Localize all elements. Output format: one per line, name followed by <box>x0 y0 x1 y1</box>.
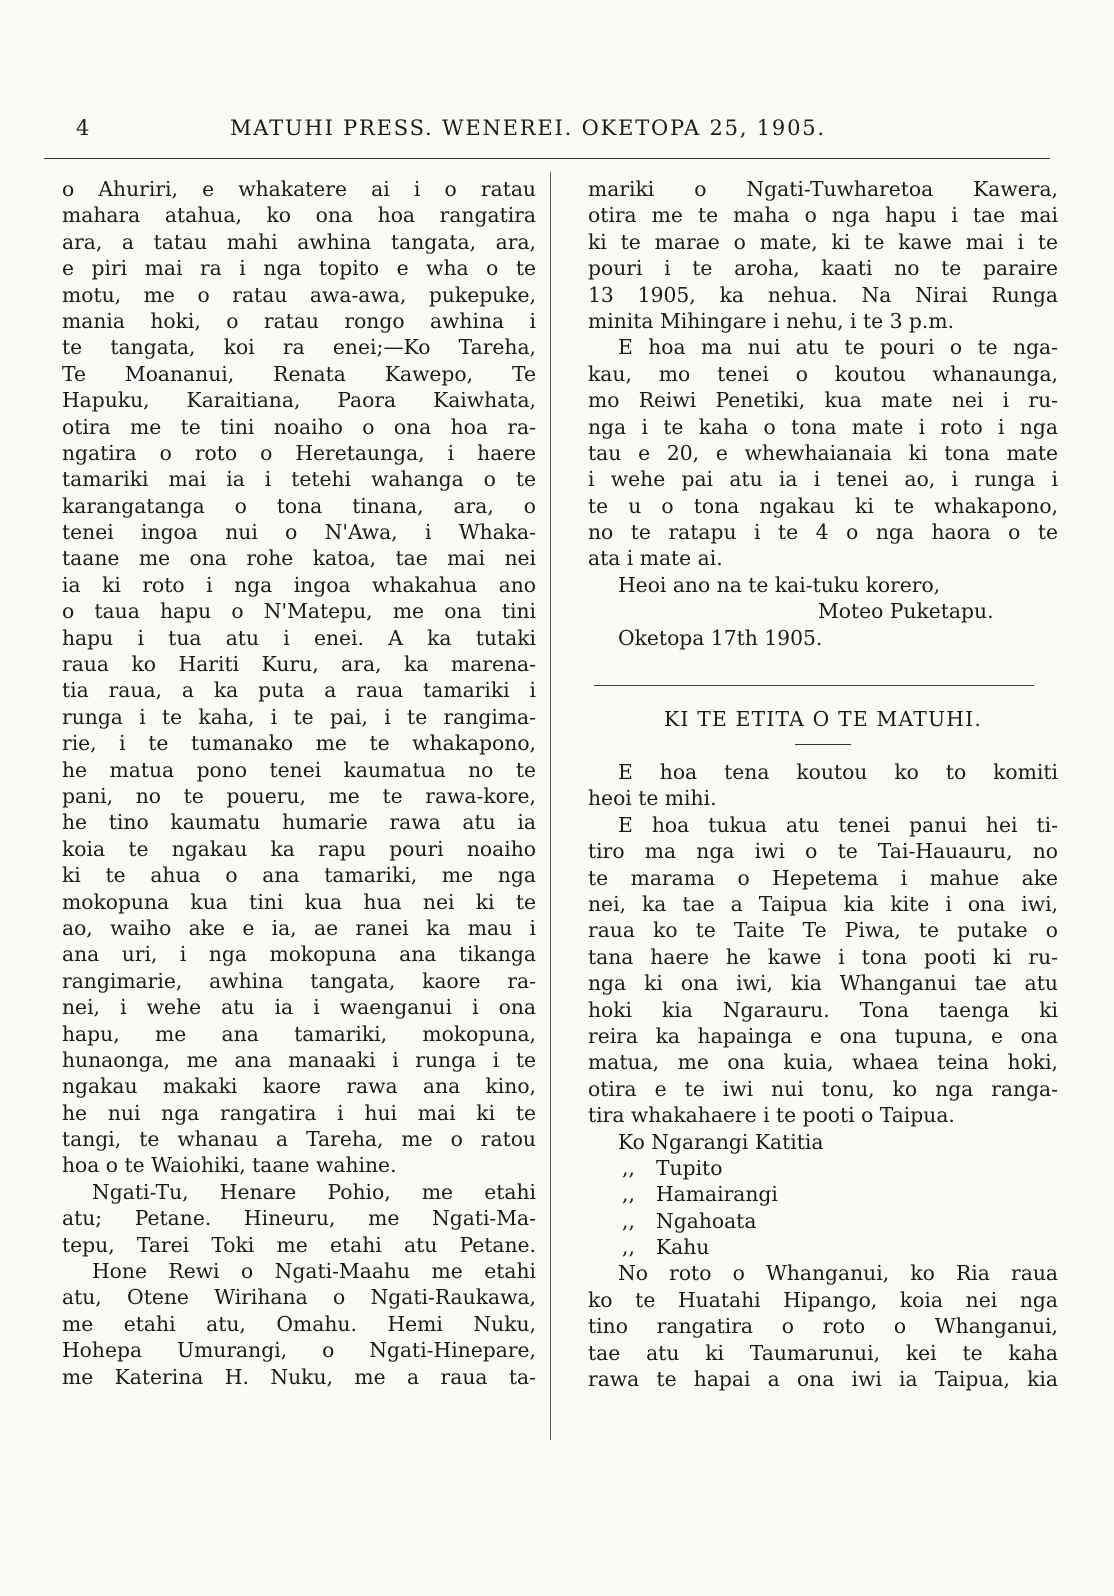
text-line: motu, me o ratau awa-awa, pukepuke, <box>62 282 536 307</box>
text-line: 13 1905, ka nehua. Na Nirai Runga <box>588 282 1058 307</box>
text-line: he nui nga rangatira i hui mai ki te <box>62 1100 536 1125</box>
text-line: atu; Petane. Hineuru, me Ngati-Ma- <box>62 1206 536 1231</box>
text-line: Hapuku, Karaitiana, Paora Kaiwhata, <box>62 388 536 413</box>
list-item-text: Hamairangi <box>656 1182 778 1207</box>
text-line: ana uri, i nga mokopuna ana tikanga <box>62 942 536 967</box>
text-line: me etahi atu, Omahu. Hemi Nuku, <box>62 1311 536 1336</box>
page-number: 4 <box>76 116 90 140</box>
text-line: rangimarie, awhina tangata, kaore ra- <box>62 968 536 993</box>
text-line: hoki kia Ngarauru. Tona taenga ki <box>588 997 1058 1022</box>
column-divider <box>550 172 551 1440</box>
text-line: he tino kaumatu humarie rawa atu ia <box>62 810 536 835</box>
text-line: ngakau makaki kaore rawa ana kino, <box>62 1074 536 1099</box>
header-rule <box>44 158 1050 159</box>
text-line: minita Mihingare i nehu, i te 3 p.m. <box>588 308 955 333</box>
text-line: te u o tona ngakau ki te whakapono, <box>588 493 1058 518</box>
text-line: tae atu ki Taumarunui, kei te kaha <box>588 1340 1058 1365</box>
text-line: mania hoki, o ratau rongo awhina i <box>62 308 536 333</box>
text-line: e piri mai ra i nga topito e wha o te <box>62 256 536 281</box>
closing-text <box>588 1260 1058 1392</box>
text-line: otira e te iwi nui tonu, ko nga ranga- <box>588 1076 1058 1101</box>
text-line: kau, mo tenei o koutou whanaunga, <box>588 361 1058 386</box>
text-line: pani, no te poueru, me te rawa-kore, <box>62 783 536 808</box>
list-item-text: Kahu <box>656 1235 710 1260</box>
text-line: No roto o Whanganui, ko Ria raua <box>618 1261 1058 1286</box>
text-line: he matua pono tenei kaumatua no te <box>62 757 536 782</box>
ditto-mark: ,, <box>622 1208 635 1233</box>
text-line: te tangata, koi ra enei;—Ko Tareha, <box>62 335 536 360</box>
text-line: ia ki roto i nga ingoa whakahua ano <box>62 572 536 597</box>
text-line: matua, me ona kuia, whaea teina hoki, <box>588 1050 1058 1075</box>
candidate-list <box>588 1129 1058 1261</box>
text-line: mariki o Ngati-Tuwharetoa Kawera, <box>588 177 1058 201</box>
text-line: nga i te kaha o tona mate i roto i nga <box>588 414 1058 439</box>
text-line: otira me te tini noaiho o ona hoa ra- <box>62 414 536 439</box>
page-header <box>60 116 1055 146</box>
text-line: reira ka hapainga e ona tupuna, e ona <box>588 1023 1058 1048</box>
text-line: pouri i te aroha, kaati no te paraire <box>588 256 1058 281</box>
text-line: me Katerina H. Nuku, me a raua ta- <box>62 1364 536 1389</box>
text-line: nei, i wehe atu ia i waenganui i ona <box>62 995 536 1020</box>
text-line: mahara atahua, ko ona hoa rangatira <box>62 203 536 228</box>
left-column <box>62 176 536 1390</box>
text-line: ao, waiho ake e ia, ae ranei ka mau i <box>62 915 536 940</box>
section-text <box>588 759 1058 1128</box>
text-line: Heoi ano na te kai-tuku korero, <box>618 572 941 597</box>
text-line: tenei ingoa nui o N'Awa, i Whaka- <box>62 520 536 545</box>
list-item <box>588 1181 1058 1207</box>
ditto-mark: ,, <box>622 1182 635 1207</box>
text-line: te marama o Hepetema i mahue ake <box>588 865 1058 890</box>
text-line: ko te Huatahi Hipango, koia nei nga <box>588 1287 1058 1312</box>
text-line: tia raua, a ka puta a raua tamariki i <box>62 678 536 703</box>
signature: Moteo Puketapu. <box>818 599 994 624</box>
text-line: tangi, te whanau a Tareha, me o ratou <box>62 1127 536 1152</box>
text-line: tira whakahaere i te pooti o Taipua. <box>588 1103 955 1128</box>
text-line: Te Moananui, Renata Kawepo, Te <box>62 361 536 386</box>
text-line: mokopuna kua tini kua hua nei ki te <box>62 889 536 914</box>
section-separator <box>594 685 1034 686</box>
list-item-text: Ngahoata <box>656 1208 757 1233</box>
list-item <box>588 1208 1058 1234</box>
text-line: ki te marae o mate, ki te kawe mai i te <box>588 229 1058 254</box>
text-line: koia te ngakau ka rapu pouri noaiho <box>62 836 536 861</box>
text-line: hunaonga, me ana manaaki i runga i te <box>62 1047 536 1072</box>
list-item <box>588 1234 1058 1260</box>
text-line: i wehe pai atu ia i tenei ao, i runga i <box>588 467 1058 492</box>
text-line: tino rangatira o roto o Whanganui, <box>588 1314 1058 1339</box>
masthead: MATUHI PRESS. WENEREI. OKETOPA 25, 1905. <box>230 116 826 140</box>
list-item-text: Tupito <box>656 1155 723 1180</box>
section-title: KI TE ETITA O TE MATUHI. <box>664 707 982 732</box>
text-line: mo Reiwi Penetiki, kua mate nei i ru- <box>588 388 1058 413</box>
letter-text <box>588 176 1058 598</box>
ditto-mark: ,, <box>622 1235 635 1260</box>
text-line: ki te ahua o ana tamariki, me nga <box>62 863 536 888</box>
text-line: heoi te mihi. <box>588 786 717 811</box>
title-rule <box>795 744 851 745</box>
text-line: hapu, me ana tamariki, mokopuna, <box>62 1021 536 1046</box>
text-line: atu, Otene Wirihana o Ngati-Raukawa, <box>62 1285 536 1310</box>
text-line: ata i mate ai. <box>588 546 723 571</box>
text-line: tamariki mai ia i tetehi wahanga o te <box>62 467 536 492</box>
ditto-mark: ,, <box>622 1155 635 1180</box>
text-line: rawa te hapai a ona iwi ia Taipua, kia <box>588 1367 1058 1392</box>
text-line: o taua hapu o N'Matepu, me ona tini <box>62 599 536 624</box>
text-line: otira me te maha o nga hapu i tae mai <box>588 203 1058 228</box>
text-line: taane me ona rohe katoa, tae mai nei <box>62 546 536 571</box>
right-column <box>588 176 1058 1392</box>
text-line: ara, a tatau mahi awhina tangata, ara, <box>62 229 536 254</box>
text-line: hoa o te Waiohiki, taane wahine. <box>62 1153 397 1178</box>
text-line: raua ko Hariti Kuru, ara, ka marena- <box>62 652 536 677</box>
text-line: rie, i te tumanako me te whakapono, <box>62 731 536 756</box>
text-line: tau e 20, e whewhaianaia ki tona mate <box>588 440 1058 465</box>
text-line: Hone Rewi o Ngati-Maahu me etahi <box>92 1259 536 1284</box>
text-line: hapu i tua atu i enei. A ka tutaki <box>62 625 536 650</box>
text-line: o Ahuriri, e whakatere ai i o ratau <box>62 177 536 201</box>
text-line: E hoa tukua atu tenei panui hei ti- <box>618 812 1058 837</box>
text-line: runga i te kaha, i te pai, i te rangima- <box>62 704 536 729</box>
text-line: raua ko te Taite Te Piwa, te putake o <box>588 918 1058 943</box>
text-line: ngatira o roto o Heretaunga, i haere <box>62 440 536 465</box>
text-line: nei, ka tae a Taipua kia kite i ona iwi, <box>588 891 1058 916</box>
text-line: nga ki ona iwi, kia Whanganui tae atu <box>588 971 1058 996</box>
text-line: karangatanga o tona tinana, ara, o <box>62 493 536 518</box>
text-line: tana haere he kawe i tona pooti ki ru- <box>588 944 1058 969</box>
text-line: tepu, Tarei Toki me etahi atu Petane. <box>62 1232 536 1257</box>
list-item: Ko Ngarangi Katitia <box>618 1129 824 1154</box>
text-line: Ngati-Tu, Henare Pohio, me etahi <box>92 1179 536 1204</box>
text-line: tiro ma nga iwi o te Tai-Hauauru, no <box>588 839 1058 864</box>
date-line: Oketopa 17th 1905. <box>618 625 823 650</box>
text-line: E hoa tena koutou ko to komiti <box>618 760 1058 785</box>
text-line: no te ratapu i te 4 o nga haora o te <box>588 520 1058 545</box>
text-line: E hoa ma nui atu te pouri o te nga- <box>618 335 1058 360</box>
text-line: Hohepa Umurangi, o Ngati-Hinepare, <box>62 1338 536 1363</box>
list-item <box>588 1155 1058 1181</box>
